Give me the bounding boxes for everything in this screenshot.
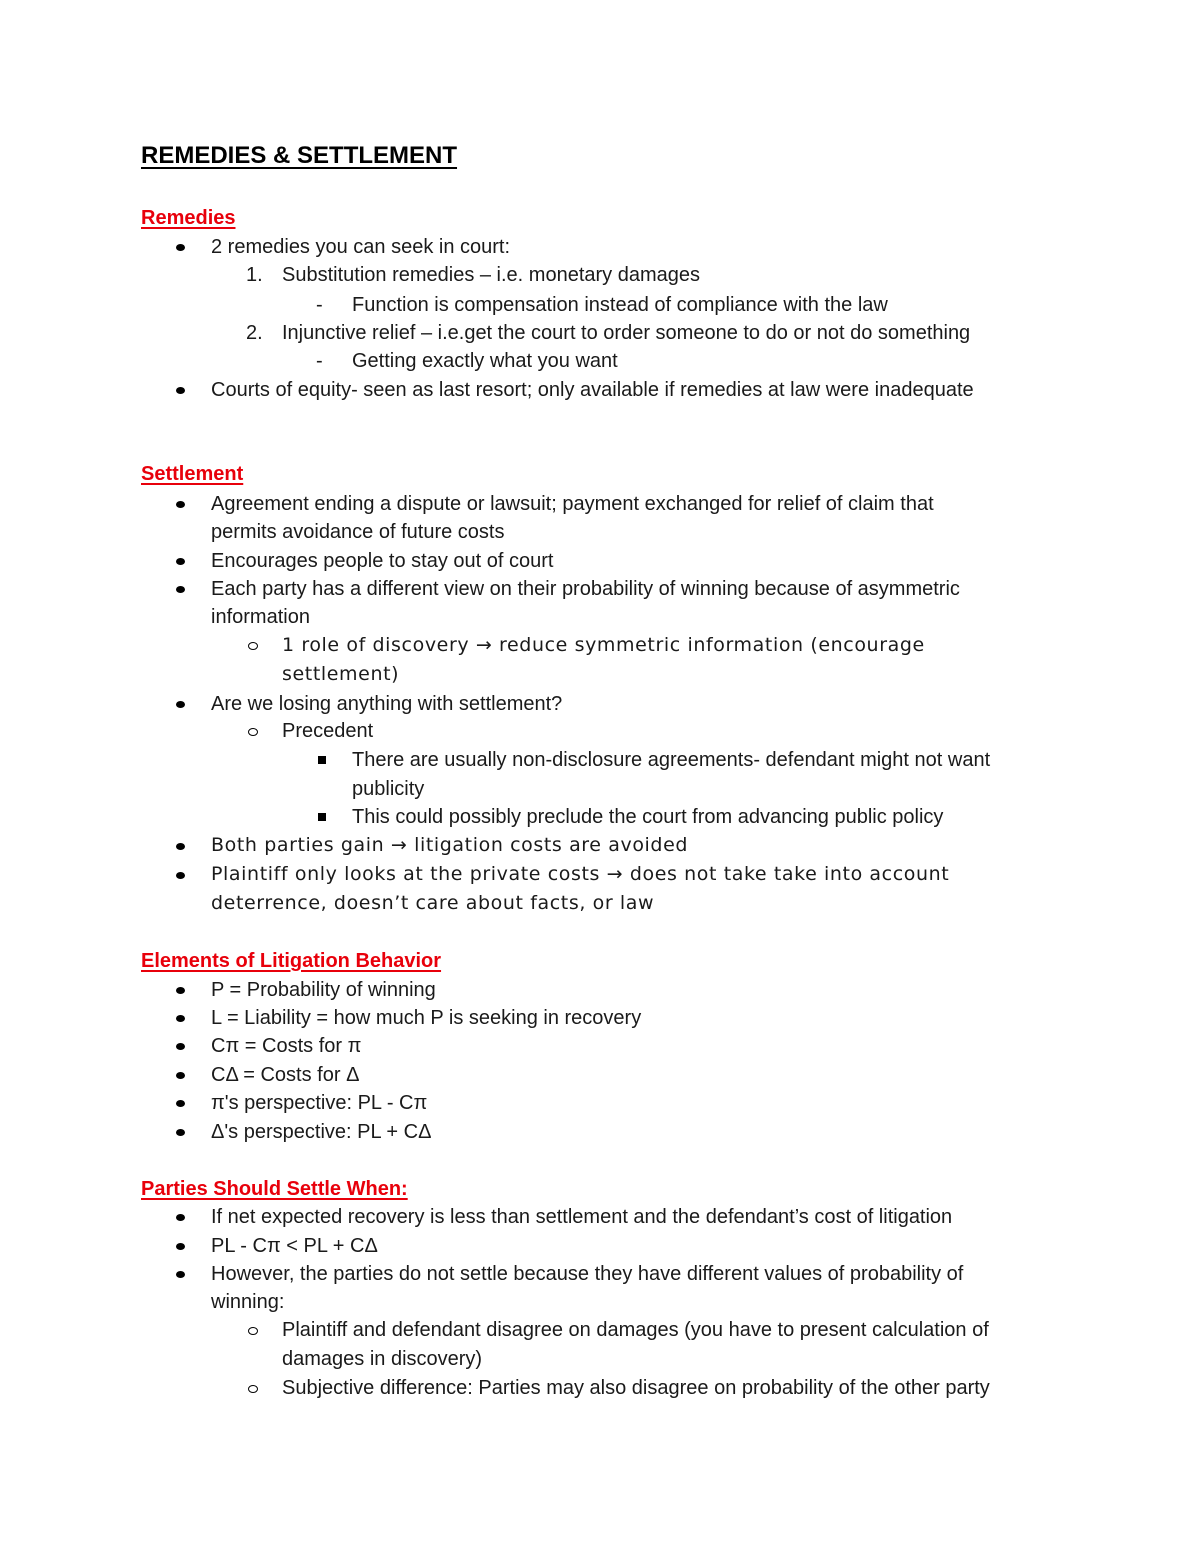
list-item: Subjective difference: Parties may also disagree on probability of the other party (282, 1377, 990, 1399)
list-item-continuation: information (211, 606, 310, 628)
list-number: 2. (246, 322, 263, 344)
list-item-continuation: damages in discovery) (282, 1348, 483, 1370)
circle-bullet-icon (248, 728, 258, 736)
list-item: Both parties gain → litigation costs are avoided (211, 834, 689, 856)
bullet-icon (176, 586, 185, 593)
list-item: Getting exactly what you want (352, 350, 618, 372)
list-item: However, the parties do not settle because they have different values of probability of (211, 1263, 964, 1285)
list-item: Encourages people to stay out of court (211, 550, 554, 572)
list-item: Injunctive relief – i.e.get the court to order someone to do or not do something (282, 322, 971, 344)
dash-marker: - (316, 350, 323, 372)
list-item: P = Probability of winning (211, 979, 436, 1001)
section-heading-settle-when: Parties Should Settle When: (141, 1178, 408, 1200)
list-item: Function is compensation instead of compliance with the law (352, 294, 888, 316)
section-heading-remedies: Remedies (141, 207, 236, 229)
list-item: Precedent (282, 720, 374, 742)
bullet-icon (176, 558, 185, 565)
bullet-icon (176, 1129, 185, 1136)
list-item-continuation: winning: (211, 1291, 285, 1313)
list-item: Cπ = Costs for π (211, 1035, 362, 1057)
list-item-continuation: settlement) (282, 663, 400, 685)
bullet-icon (176, 701, 185, 708)
bullet-icon (176, 1072, 185, 1079)
list-item: 2 remedies you can seek in court: (211, 236, 511, 258)
bullet-icon (176, 501, 185, 508)
list-item: π's perspective: PL - Cπ (211, 1092, 428, 1114)
list-item: PL - Cπ < PL + CΔ (211, 1235, 378, 1257)
list-item-continuation: publicity (352, 778, 425, 800)
page-title: REMEDIES & SETTLEMENT (141, 142, 458, 169)
square-bullet-icon (318, 813, 326, 821)
list-item: Each party has a different view on their probability of winning because of asymmetric (211, 578, 960, 600)
bullet-icon (176, 1015, 185, 1022)
list-item: Plaintiff and defendant disagree on damages (you have to present calculation of (282, 1319, 989, 1341)
list-number: 1. (246, 264, 263, 286)
list-item: L = Liability = how much P is seeking in recovery (211, 1007, 642, 1029)
bullet-icon (176, 1214, 185, 1221)
list-item: 1 role of discovery → reduce symmetric information (encourage (282, 634, 925, 656)
circle-bullet-icon (248, 642, 258, 650)
bullet-icon (176, 843, 185, 850)
bullet-icon (176, 387, 185, 394)
list-item: Courts of equity- seen as last resort; only available if remedies at law were inadequate (211, 379, 974, 401)
list-item: There are usually non-disclosure agreements- defendant might not want (352, 749, 991, 771)
circle-bullet-icon (248, 1327, 258, 1335)
list-item: If net expected recovery is less than settlement and the defendant’s cost of litigation (211, 1206, 953, 1228)
bullet-icon (176, 244, 185, 251)
circle-bullet-icon (248, 1385, 258, 1393)
list-item: This could possibly preclude the court from advancing public policy (352, 806, 944, 828)
section-heading-settlement: Settlement (141, 463, 244, 485)
bullet-icon (176, 1243, 185, 1250)
list-item: Plaintiff only looks at the private costs → does not take take into account (211, 863, 950, 885)
list-item-continuation: permits avoidance of future costs (211, 521, 505, 543)
bullet-icon (176, 1043, 185, 1050)
dash-marker: - (316, 294, 323, 316)
square-bullet-icon (318, 756, 326, 764)
bullet-icon (176, 872, 185, 879)
list-item: Δ's perspective: PL + CΔ (211, 1121, 432, 1143)
section-heading-elements: Elements of Litigation Behavior (141, 950, 442, 972)
list-item: Agreement ending a dispute or lawsuit; payment exchanged for relief of claim that (211, 493, 934, 515)
list-item: Substitution remedies – i.e. monetary damages (282, 264, 700, 286)
bullet-icon (176, 987, 185, 994)
bullet-icon (176, 1100, 185, 1107)
list-item-continuation: deterrence, doesn’t care about facts, or law (211, 892, 655, 914)
list-item: Are we losing anything with settlement? (211, 693, 563, 715)
list-item: CΔ = Costs for Δ (211, 1064, 360, 1086)
bullet-icon (176, 1271, 185, 1278)
